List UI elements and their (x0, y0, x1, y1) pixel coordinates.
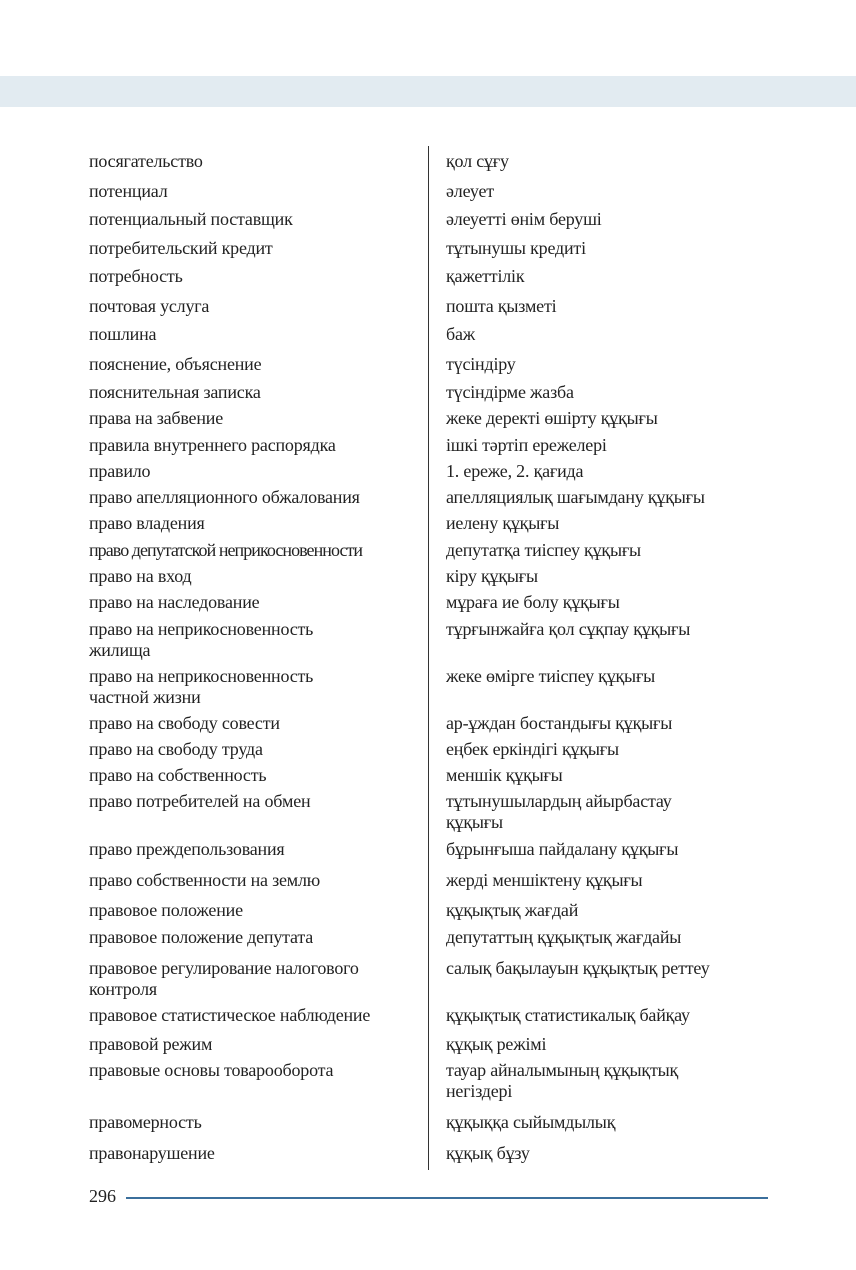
term-ru-line: посягательство (89, 151, 203, 171)
term-kk (446, 927, 681, 948)
term-kk-line: құқық режімі (446, 1034, 547, 1054)
term-kk-line: құқығы (446, 812, 503, 832)
term-ru-line: право на наследование (89, 592, 260, 612)
term-kk (446, 739, 619, 760)
term-kk-line: құқықтық жағдай (446, 900, 579, 920)
term-ru-line: пошлина (89, 324, 157, 344)
term-kk (446, 540, 641, 561)
term-kk (446, 713, 672, 734)
term-kk-line: салық бақылауын құқықтық реттеу (446, 958, 710, 978)
term-kk-line: тауар айналымының құқықтық (446, 1060, 679, 1080)
term-kk-line: құқық бұзу (446, 1143, 530, 1163)
term-kk-line: тұрғынжайға қол сұқпау құқығы (446, 619, 691, 639)
term-kk-line: пошта қызметі (446, 296, 557, 316)
term-kk-line: депутаттың құқықтық жағдайы (446, 927, 682, 947)
term-kk (446, 382, 574, 403)
term-kk (446, 513, 559, 534)
term-ru-line: пояснение, объяснение (89, 354, 262, 374)
term-ru (89, 408, 223, 429)
term-kk-line: жеке деректі өшірту құқығы (446, 408, 658, 428)
term-kk (446, 765, 563, 786)
term-ru (89, 513, 205, 534)
term-ru-line: право на свободу совести (89, 713, 280, 733)
term-kk (446, 408, 658, 429)
term-ru (89, 181, 167, 202)
term-kk-line: бұрынғыша пайдалану құқығы (446, 839, 679, 859)
term-kk-line: тұтынушы кредиті (446, 238, 586, 258)
term-kk (446, 1143, 530, 1164)
term-kk (446, 958, 710, 979)
term-ru (89, 739, 263, 760)
term-ru-line: частной жизни (89, 687, 201, 707)
term-ru (89, 1112, 202, 1133)
term-kk (446, 461, 583, 482)
term-ru (89, 713, 280, 734)
term-kk (446, 592, 620, 613)
term-kk-line: 1. ереже, 2. қағида (446, 461, 584, 481)
term-ru-line: правовое положение (89, 900, 243, 920)
term-kk (446, 435, 607, 456)
term-kk-line: мұраға ие болу құқығы (446, 592, 620, 612)
term-ru-line: право преждепользования (89, 839, 285, 859)
term-ru-line: правила внутреннего распорядка (89, 435, 336, 455)
term-kk (446, 1060, 678, 1102)
term-ru-line: правовые основы товарооборота (89, 1060, 334, 1080)
term-kk-line: меншік құқығы (446, 765, 563, 785)
term-kk (446, 1112, 615, 1133)
term-kk-line: қажеттілік (446, 266, 525, 286)
term-ru-line: пояснительная записка (89, 382, 261, 402)
term-kk-line: құқықтық статистикалық байқау (446, 1005, 690, 1025)
term-ru (89, 927, 313, 948)
term-ru (89, 791, 310, 812)
term-kk-line: ар-ұждан бостандығы құқығы (446, 713, 673, 733)
term-kk-line: қол сұғу (446, 151, 509, 171)
term-ru-line: контроля (89, 979, 157, 999)
term-ru (89, 1005, 370, 1026)
term-ru (89, 209, 293, 230)
term-kk-line: жерді меншіктену құқығы (446, 870, 643, 890)
term-ru-line: правило (89, 461, 151, 481)
term-ru-line: право на вход (89, 566, 192, 586)
term-kk (446, 181, 494, 202)
term-ru-line: право потребителей на обмен (89, 791, 311, 811)
term-ru (89, 870, 320, 891)
term-ru-line: потенциал (89, 181, 168, 201)
term-ru (89, 151, 203, 172)
term-ru-line: правовое статистическое наблюдение (89, 1005, 371, 1025)
term-ru (89, 266, 183, 287)
term-ru-line: правонарушение (89, 1143, 215, 1163)
term-kk-line: тұтынушылардың айырбастау (446, 791, 672, 811)
term-kk-line: негіздері (446, 1081, 513, 1101)
term-kk (446, 151, 509, 172)
term-ru-line: право собственности на землю (89, 870, 321, 890)
term-kk (446, 870, 642, 891)
term-ru (89, 1060, 333, 1081)
column-divider (428, 146, 429, 1170)
page-number: 296 (89, 1186, 116, 1206)
term-ru (89, 666, 313, 708)
term-ru (89, 1143, 215, 1164)
term-kk-line: ішкі тәртіп ережелері (446, 435, 607, 455)
term-kk (446, 666, 655, 687)
term-kk (446, 238, 586, 259)
term-kk-line: жеке өмірге тиіспеу құқығы (446, 666, 656, 686)
term-ru-line: право на неприкосновенность (89, 666, 314, 686)
term-ru-line: правовой режим (89, 1034, 213, 1054)
term-ru-line: правовое регулирование налогового (89, 958, 359, 978)
term-ru-line: потребительский кредит (89, 238, 273, 258)
term-kk (446, 266, 524, 287)
term-ru (89, 1034, 212, 1055)
term-ru (89, 900, 243, 921)
term-kk (446, 296, 556, 317)
term-ru (89, 324, 156, 345)
term-ru (89, 839, 285, 860)
term-kk-line: иелену құқығы (446, 513, 560, 533)
term-kk (446, 354, 516, 375)
term-ru (89, 487, 360, 508)
term-ru (89, 461, 150, 482)
term-ru-line: потенциальный поставщик (89, 209, 293, 229)
term-kk (446, 1034, 546, 1055)
term-kk (446, 209, 602, 230)
term-ru-line: почтовая услуга (89, 296, 210, 316)
term-ru-line: жилища (89, 640, 151, 660)
term-ru (89, 540, 362, 561)
term-ru-line: право апелляционного обжалования (89, 487, 360, 507)
term-ru (89, 435, 336, 456)
term-kk-line: еңбек еркіндігі құқығы (446, 739, 619, 759)
term-ru-line: правомерность (89, 1112, 202, 1132)
term-ru (89, 566, 191, 587)
term-kk-line: апелляциялық шағымдану құқығы (446, 487, 705, 507)
term-kk (446, 900, 578, 921)
term-ru-line: права на забвение (89, 408, 223, 428)
term-ru (89, 592, 259, 613)
term-ru-line: право на свободу труда (89, 739, 263, 759)
term-kk (446, 839, 678, 860)
term-ru (89, 619, 313, 661)
term-kk-line: кіру құқығы (446, 566, 538, 586)
term-ru (89, 238, 273, 259)
term-kk-line: әлеует (446, 181, 494, 201)
term-ru-line: право на неприкосновенность (89, 619, 314, 639)
term-ru (89, 765, 266, 786)
term-kk-line: түсіндірме жазба (446, 382, 574, 402)
term-kk (446, 324, 475, 345)
footer-rule (126, 1197, 768, 1199)
term-kk-line: құқыққа сыйымдылық (446, 1112, 616, 1132)
term-ru-line: право на собственность (89, 765, 267, 785)
term-kk (446, 619, 690, 640)
term-ru (89, 958, 359, 1000)
term-ru (89, 354, 261, 375)
term-kk-line: баж (446, 324, 475, 344)
term-kk-line: депутатқа тиіспеу құқығы (446, 540, 641, 560)
term-ru-line: право депутатской неприкосновенности (89, 540, 363, 560)
term-ru (89, 296, 209, 317)
term-kk-line: әлеуетті өнім беруші (446, 209, 602, 229)
term-kk (446, 487, 705, 508)
term-ru-line: потребность (89, 266, 183, 286)
term-kk (446, 566, 538, 587)
term-kk (446, 791, 672, 833)
term-ru-line: право владения (89, 513, 205, 533)
term-kk-line: түсіндіру (446, 354, 516, 374)
term-ru-line: правовое положение депутата (89, 927, 314, 947)
term-kk (446, 1005, 690, 1026)
term-ru (89, 382, 261, 403)
